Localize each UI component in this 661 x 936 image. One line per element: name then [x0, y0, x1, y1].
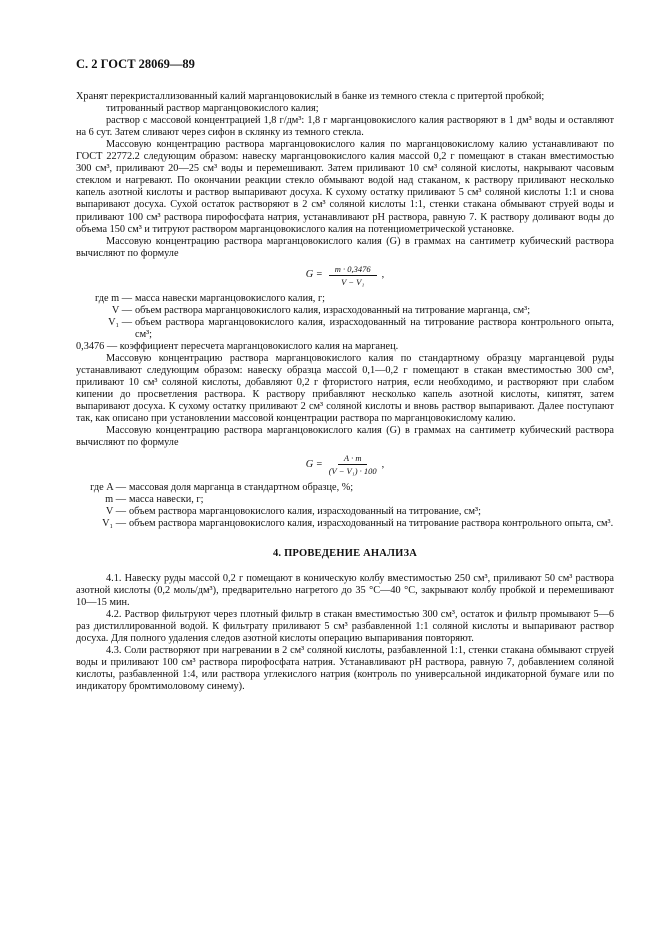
- paragraph-formula-intro-1: Массовую концентрацию раствора марганцовокислого калия (G) в граммах на сантиметр кубический раствора вычисляют по формуле: [76, 235, 614, 259]
- page-header: С. 2 ГОСТ 28069—89: [76, 57, 195, 71]
- definition-text: массовая доля марганца в стандартном образце, %;: [129, 482, 354, 494]
- definition-text: объем раствора марганцовокислого калия, израсходованный на титрование марганца, см³;: [135, 304, 531, 316]
- formula-2-numerator: A · m: [338, 453, 368, 465]
- paragraph-storage: Хранят перекристаллизованный калий марганцовокислый в банке из темного стекла с притертой пробкой;: [76, 91, 545, 103]
- definition-symbol: V —: [111, 304, 132, 316]
- formula-2: [76, 453, 614, 476]
- definition-symbol: m —: [105, 494, 126, 506]
- definition-text: масса навески марганцовокислого калия, г;: [135, 292, 326, 304]
- paragraph-solution-concentration: раствор с массовой концентрацией 1,8 г/дм³: 1,8 г марганцовокислого калия растворяют в 1 дм³ воды и оставляют на 6 сут. Затем сливают через сифон в склянку из темного стекла.: [76, 115, 614, 139]
- definitions-1: [76, 293, 614, 341]
- definition-item: [76, 494, 614, 506]
- definition-symbol: V₁ —: [102, 518, 126, 530]
- definition-text: объем раствора марганцовокислого калия, израсходованный на титрование, см³;: [129, 506, 482, 518]
- paragraph-formula-intro-2: Массовую концентрацию раствора марганцовокислого калия (G) в граммах на сантиметр кубический раствора вычисляют по формуле: [76, 425, 614, 449]
- paragraph-standard-sample-method: Массовую концентрацию раствора марганцовокислого калия по стандартному образцу марганцевой руды устанавливают следующим образом: навеску образца массой 0,1—0,2 г помещают в стакан вместимостью 300 см³, приливают 10 см³ соляной кислоты, добавляют 0,2 г фтористого натрия, если необходимо, и растворяют при слабом кипении до просветления раствора. К раствору прибавляют несколько капель азотной кислоты, кипятят, затем выпаривают досуха. К сухому остатку приливают 2 см³ соляной кислоты и вновь раствор выпаривают. Далее поступают так, как описано при установлении массовой концентрации раствора по марганцовокислому калию.: [76, 352, 614, 425]
- definition-text: масса навески, г;: [129, 494, 204, 506]
- definition-item: [76, 317, 614, 341]
- definition-symbol: где m —: [95, 292, 132, 304]
- definition-item: [76, 482, 614, 494]
- clause-4-1: 4.1. Навеску руды массой 0,2 г помещают в коническую колбу вместимостью 250 см³, приливают 50 см³ раствора азотной кислоты (0,2 моль/дм³), предварительно нагретого до 35 °С—40 °С, закрывают колбу пробкой и перемешивают 10—15 мин.: [76, 572, 614, 608]
- clause-4-2: 4.2. Раствор фильтруют через плотный фильтр в стакан вместимостью 300 см³, остаток и фильтр промывают 5—6 раз дистиллированной водой. К фильтрату приливают 5 см³ разбавленной 1:1 соляной кислоты и выпаривают раствор досуха. Для полного удаления следов азотной кислоты операцию выпаривания повторяют.: [76, 608, 614, 644]
- formula-1-denominator: V − V₁: [341, 276, 365, 287]
- definition-text: объем раствора марганцовокислого калия, израсходованный на титрование раствора контрольного опыта, см³.: [129, 518, 614, 530]
- definitions-2: [76, 482, 614, 530]
- paragraph-standardization-method: Массовую концентрацию раствора марганцовокислого калия по марганцовокислому калию устанавливают по ГОСТ 22772.2 следующим образом: навеску марганцовокислого калия массой 0,2 г помещают в стакан вместимостью 300 см³, приливают 20—25 см³ воды и перемешивают. Затем приливают 10 см³ соляной кислоты, накрывают часовым стеклом и нагревают. По окончании реакции стекло обмывают водой над стаканом, к раствору приливают несколько капель азотной кислоты и раствор выпаривают досуха. К сухому остатку приливают 5 см³ соляной кислоты 1:1 и снова выпаривают досуха. Сухой остаток растворяют в 2 см³ соляной кислоты 1:1, стенки стакана обмывают струей воды и приливают 100 см³ раствора пирофосфата натрия, устанавливают pH раствора, равную 7. К раствору доливают воды до объема 150 см³ и титруют раствором марганцовокислого калия на потенциометрической установке.: [76, 139, 614, 235]
- definition-item: [76, 305, 614, 317]
- definition-symbol: V₁ —: [108, 316, 132, 328]
- definition-text: объем раствора марганцовокислого калия, израсходованный на титрование раствора контрольного опыта, см³;: [135, 316, 614, 340]
- section-heading: 4. ПРОВЕДЕНИЕ АНАЛИЗА: [272, 547, 418, 559]
- formula-2-fraction: [329, 453, 377, 476]
- definition-coefficient: 0,3476 — коэффициент пересчета марганцовокислого калия на марганец.: [76, 340, 399, 352]
- formula-1-fraction: [329, 264, 377, 287]
- formula-1-numerator: m · 0,3476: [329, 264, 377, 276]
- definition-symbol: где A —: [90, 482, 126, 494]
- definition-item: [76, 506, 614, 518]
- formula-1-comma: ,: [381, 269, 385, 281]
- document-page: [76, 58, 614, 693]
- paragraph-titrated-solution: титрованный раствор марганцовокислого калия;: [106, 103, 319, 115]
- clause-4-3: 4.3. Соли растворяют при нагревании в 2 см³ соляной кислоты, разбавленной 1:1, стенки стакана обмывают струей воды и приливают 100 см³ раствора пирофосфата натрия. Устанавливают pH раствора, равную 7, добавлением соляной кислоты, разбавленной 1:4, или раствора углекислого натрия (контроль по универсальной индикаторной бумаге или по индикатору бромтимоловому синему).: [76, 644, 614, 692]
- formula-1-lhs: G =: [305, 269, 323, 281]
- formula-2-lhs: G =: [305, 458, 323, 470]
- formula-1: [76, 264, 614, 287]
- definition-item: [76, 518, 614, 530]
- formula-2-comma: ,: [381, 458, 385, 470]
- definition-symbol: V —: [105, 506, 126, 518]
- definition-item: [76, 293, 614, 305]
- formula-2-denominator: (V − V₁) · 100: [328, 466, 377, 477]
